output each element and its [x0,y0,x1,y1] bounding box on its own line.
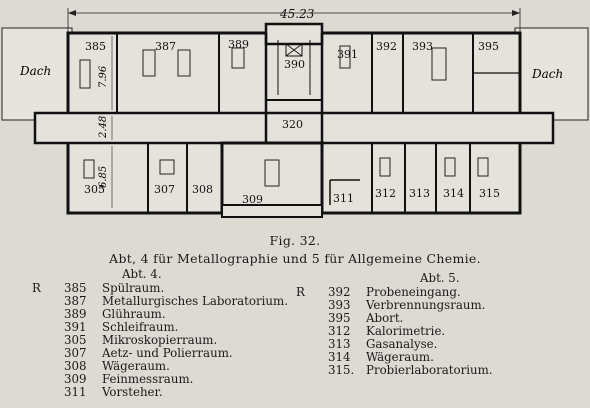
list-item: 315. Probierlaboratorium. [328,363,493,377]
room-390: 390 [284,58,305,71]
list-item: 307 Aetz- und Polierraum. [64,346,233,360]
legend-heading: Abt. 5. [420,271,460,285]
legend-abt-4 [32,267,312,408]
dim-248-label: 2.48 [98,115,109,138]
room-389: 389 [228,38,249,51]
room-308: 308 [192,183,213,196]
list-item: 313 Gasanalyse. [328,337,438,351]
legend-heading: Abt. 4. [122,267,162,281]
legend-marker: R [296,285,305,299]
legend-abt-5 [296,271,580,402]
list-item: 393 Verbrennungsraum. [328,298,486,312]
room-314: 314 [443,187,464,200]
dach-left-label: Dach [20,64,52,78]
list-item: 387 Metallurgisches Laboratorium. [64,294,288,308]
legend-marker: R [32,281,41,295]
list-item: 391 Schleifraum. [64,320,179,334]
figure-subtitle: Abt, 4 für Metallographie und 5 für Allgemeine Chemie. [109,251,481,266]
list-item: 305 Mikroskopierraum. [64,333,218,347]
list-item: 312 Kalorimetrie. [328,324,446,338]
dim-685-label: 6.85 [98,165,109,188]
list-item: R 385 Spülraum. [32,281,165,295]
list-item: 395 Abort. [328,311,404,325]
dim-796-label: 7.96 [98,65,109,88]
room-392: 392 [376,40,397,53]
list-item: 314 Wägeraum. [328,350,434,364]
room-393: 393 [412,40,433,53]
room-307: 307 [154,183,175,196]
room-395: 395 [478,40,499,53]
list-item: 389 Glühraum. [64,307,166,321]
dach-right-label: Dach [532,67,564,81]
room-320: 320 [282,118,303,131]
list-item: 308 Wägeraum. [64,359,170,373]
room-387: 387 [155,40,176,53]
list-item: 311 Vorsteher. [64,385,163,399]
dimension-label: 45.23 [280,7,315,21]
room-391: 391 [337,48,358,61]
room-309: 309 [242,193,263,206]
room-312: 312 [375,187,396,200]
list-item: 309 Feinmessraum. [64,372,194,386]
room-385: 385 [85,40,106,53]
room-305: 305 [84,183,105,196]
figure-title: Fig. 32. [269,233,321,248]
room-315: 315 [479,187,500,200]
room-313: 313 [409,187,430,200]
list-item: R 392 Probeneingang. [296,285,461,299]
room-311: 311 [333,192,354,205]
